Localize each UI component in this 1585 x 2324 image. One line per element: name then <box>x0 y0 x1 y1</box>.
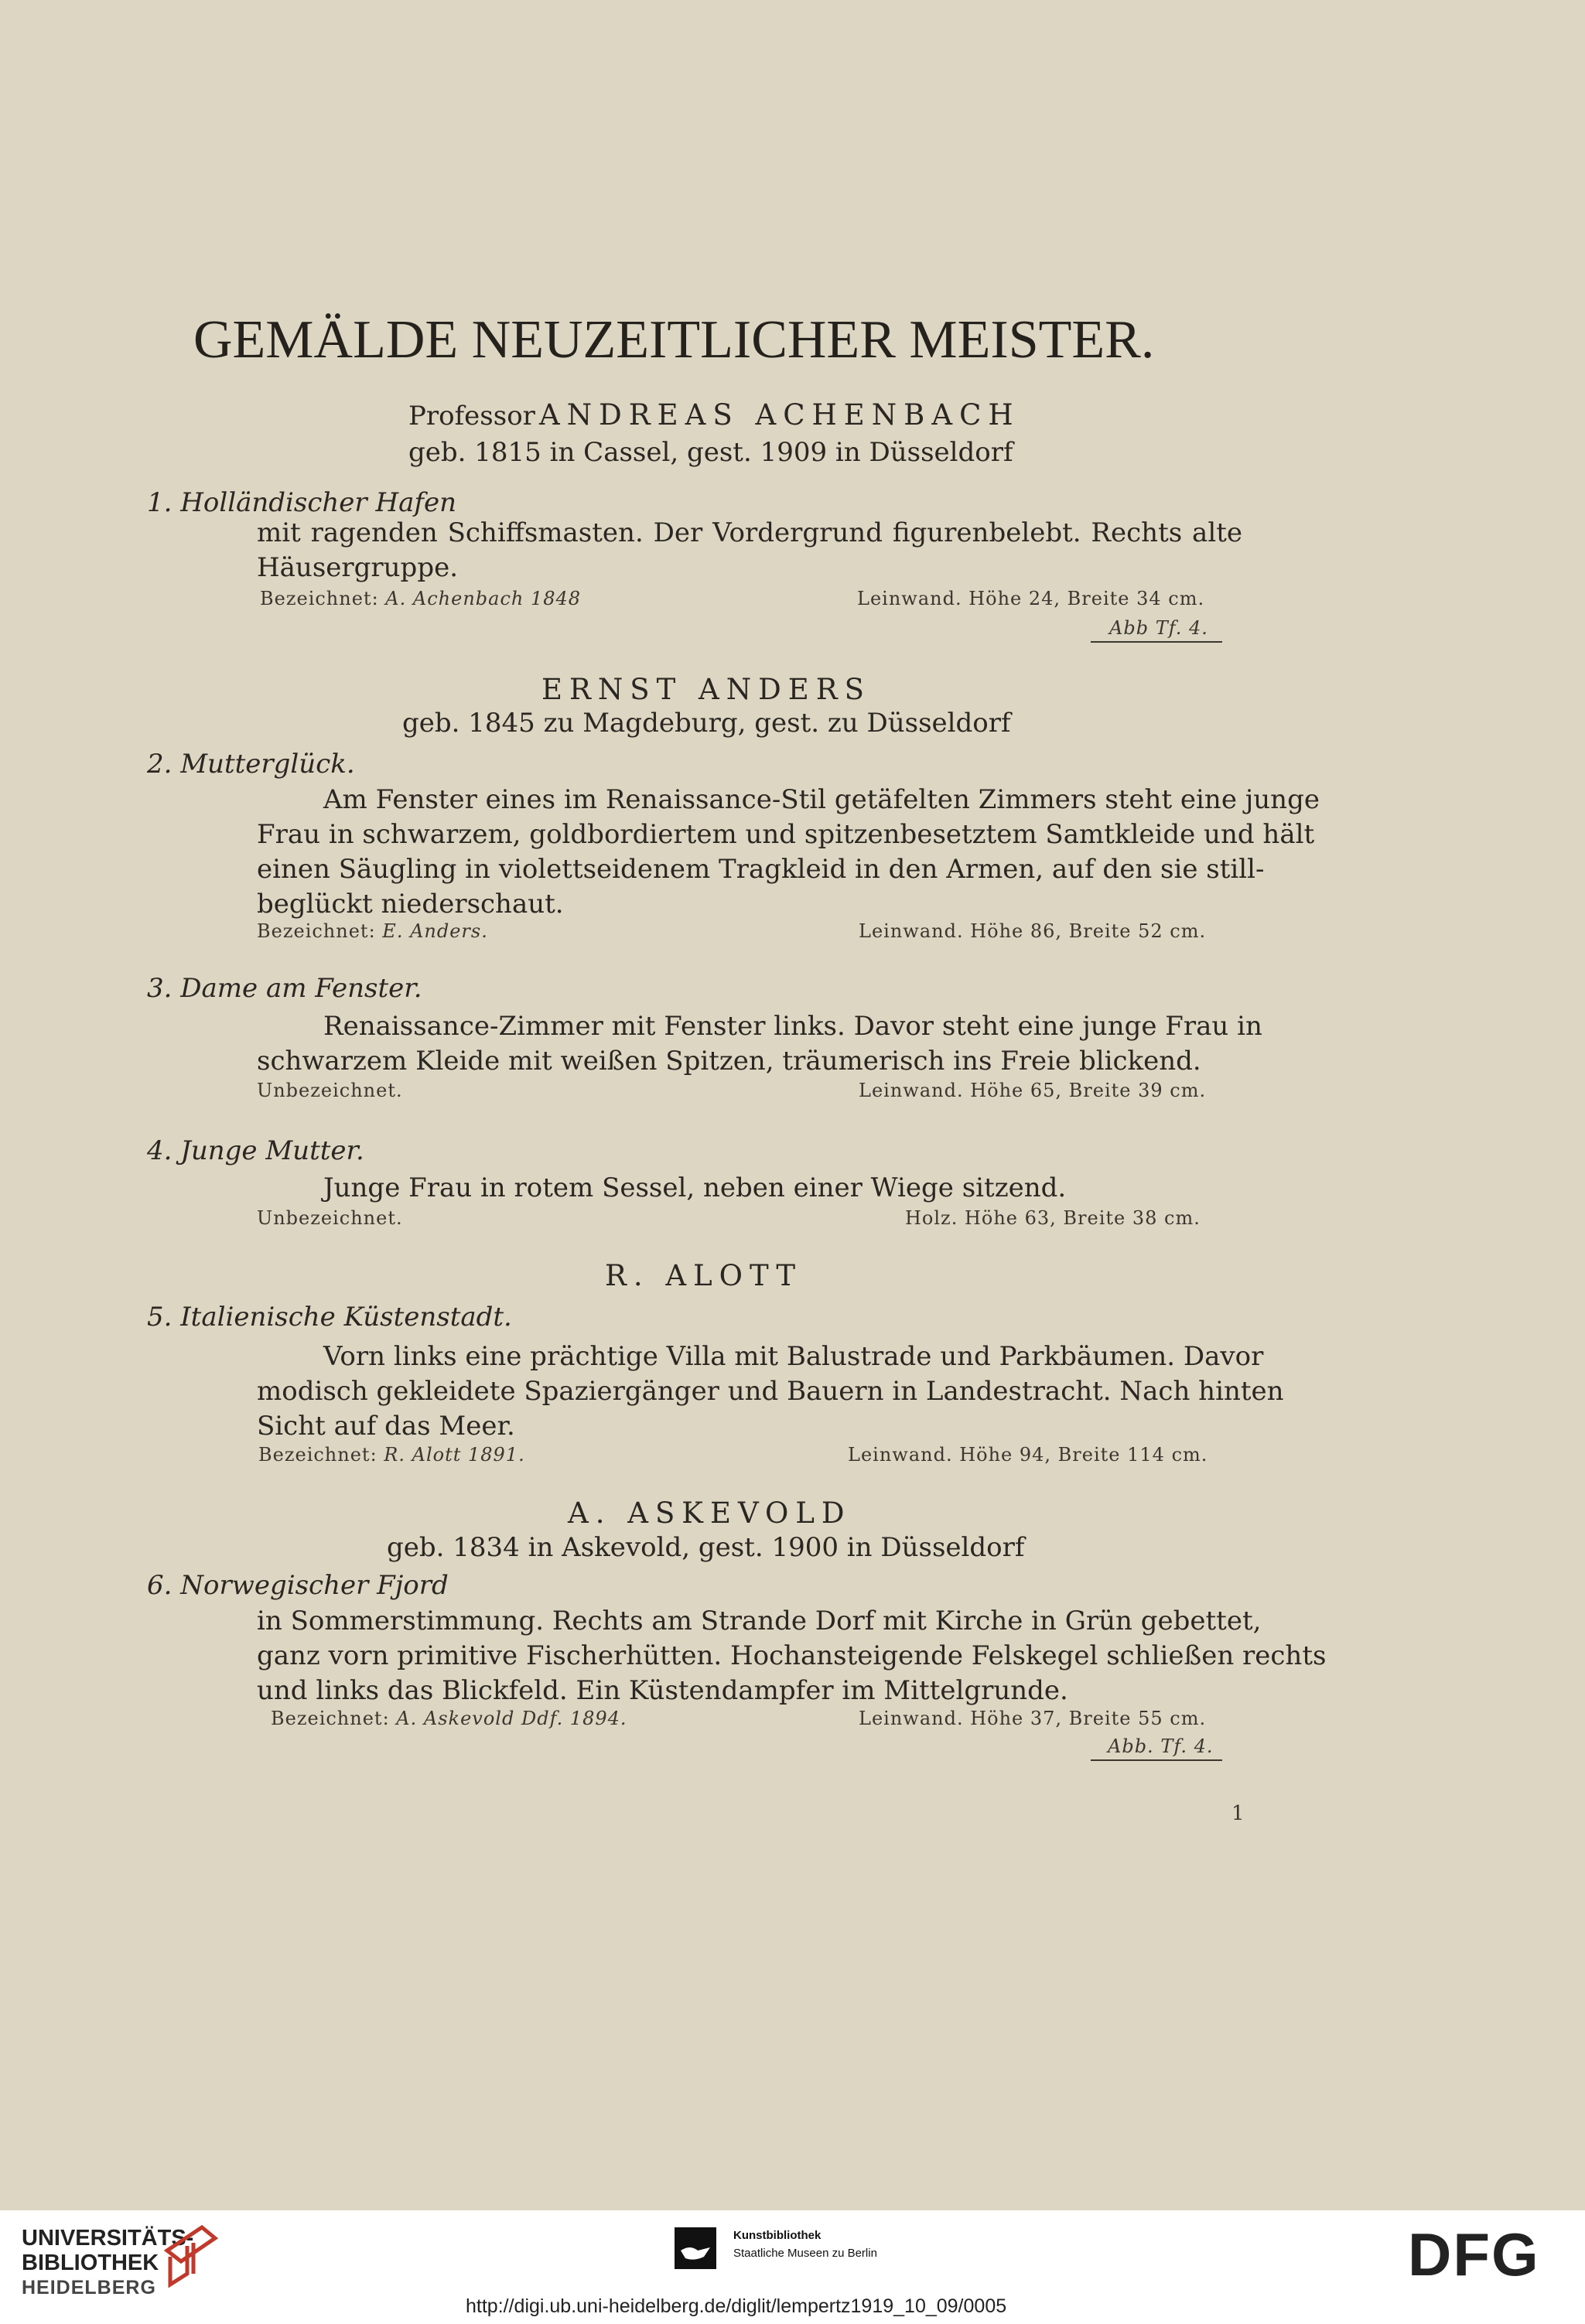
signed-label: Bezeichnet: <box>257 920 376 942</box>
entry-support: Leinwand. Höhe 24, Breite 34 cm. <box>857 588 1205 609</box>
signature-text: E. Anders. <box>382 920 488 942</box>
description-line: und links das Blickfeld. Ein Küstendampfer im Mittelgrunde. <box>257 1675 1068 1706</box>
entry-description <box>257 516 1242 585</box>
entry-title: 2. Mutterglück. <box>147 749 355 780</box>
signature-text: A. Askevold Ddf. 1894. <box>396 1708 627 1729</box>
description-line: schwarzem Kleide mit weißen Spitzen, träumerisch ins Freie blickend. <box>257 1046 1201 1077</box>
library-name-line: UNIVERSITÄTS- <box>22 2226 194 2251</box>
entry-signature <box>257 1080 403 1101</box>
description-line: einen Säugling in violettseidenem Tragkleid in den Armen, auf den sie still- <box>257 854 1265 885</box>
kunstbibliothek-logo-icon[interactable] <box>675 2227 716 2269</box>
description-line: in Sommerstimmung. Rechts am Strande Dorf mit Kirche in Grün gebettet, <box>257 1606 1262 1636</box>
artist-name: ANDREAS ACHENBACH <box>539 398 1020 432</box>
entry-support: Leinwand. Höhe 94, Breite 114 cm. <box>848 1444 1208 1466</box>
entry-description <box>323 1171 1242 1206</box>
entry-title: 6. Norwegischer Fjord <box>147 1570 449 1601</box>
plate-reference: Abb Tf. 4. <box>1109 617 1208 639</box>
description-line: Frau in schwarzem, goldbordiertem und spitzenbesetztem Samtkleide und hält <box>257 819 1315 850</box>
entry-support: Leinwand. Höhe 37, Breite 55 cm. <box>859 1708 1207 1729</box>
library-name-line: HEIDELBERG <box>22 2277 156 2298</box>
entry-description <box>257 1009 1262 1079</box>
entry-description <box>257 783 1320 922</box>
page-heading: GEMÄLDE NEUZEITLICHER MEISTER. <box>193 310 1155 370</box>
signed-label: Bezeichnet: <box>271 1708 390 1729</box>
entry-signature <box>257 1207 403 1229</box>
dfg-logo[interactable]: DFG <box>1408 2220 1540 2288</box>
entry-title: 5. Italienische Küstenstadt. <box>147 1302 512 1333</box>
signed-label: Unbezeichnet. <box>257 1080 403 1101</box>
artist-bio: geb. 1845 zu Magdeburg, gest. zu Düsseldorf <box>402 708 1011 739</box>
entry-support: Leinwand. Höhe 65, Breite 39 cm. <box>859 1080 1207 1101</box>
artist-line <box>408 398 1020 432</box>
artist-bio: geb. 1815 in Cassel, gest. 1909 in Düsseldorf <box>408 437 1013 468</box>
plate-underline <box>1091 641 1222 643</box>
signature-text: R. Alott 1891. <box>384 1444 525 1466</box>
kb-title: Kunstbibliothek <box>733 2229 822 2242</box>
artist-name: ERNST ANDERS <box>541 673 872 706</box>
artist-name: A. ASKEVOLD <box>568 1496 852 1530</box>
viewer-footer <box>0 2210 1585 2324</box>
entry-description <box>257 1339 1284 1444</box>
entry-title: 3. Dame am Fenster. <box>147 973 422 1004</box>
description-line: Sicht auf das Meer. <box>257 1411 515 1442</box>
signed-label: Bezeichnet: <box>258 1444 377 1466</box>
entry-support: Holz. Höhe 63, Breite 38 cm. <box>905 1207 1201 1229</box>
entry-title: 4. Junge Mutter. <box>147 1135 364 1166</box>
kb-subtitle: Staatliche Museen zu Berlin <box>733 2247 877 2260</box>
library-name-line: BIBLIOTHEK <box>22 2251 159 2275</box>
description-line: Häusergruppe. <box>257 552 459 583</box>
artist-name: R. ALOTT <box>605 1259 803 1292</box>
signed-label: Bezeichnet: <box>260 588 379 609</box>
description-line: ganz vorn primitive Fischerhütten. Hochansteigende Felskegel schließen rechts <box>257 1640 1327 1671</box>
library-logo-icon[interactable] <box>159 2220 221 2289</box>
description-line: Am Fenster eines im Renaissance-Stil getäfelten Zimmers steht eine junge <box>323 784 1320 815</box>
description-line: Vorn links eine prächtige Villa mit Balustrade und Parkbäumen. Davor <box>323 1341 1264 1372</box>
page-url[interactable]: http://digi.ub.uni-heidelberg.de/diglit/lempertz1919_10_09/0005 <box>466 2295 1007 2317</box>
artist-bio: geb. 1834 in Askevold, gest. 1900 in Düsseldorf <box>387 1532 1025 1563</box>
description-line: Junge Frau in rotem Sessel, neben einer Wiege sitzend. <box>323 1172 1067 1203</box>
entry-signature <box>271 1708 627 1729</box>
entry-support: Leinwand. Höhe 86, Breite 52 cm. <box>859 920 1207 942</box>
signature-text: A. Achenbach 1848 <box>385 588 582 609</box>
plate-reference: Abb. Tf. 4. <box>1108 1735 1214 1757</box>
description-line: beglückt niederschaut. <box>257 889 564 920</box>
entry-description <box>257 1604 1327 1708</box>
entry-signature <box>260 588 581 609</box>
entry-title: 1. Holländischer Hafen <box>147 487 457 518</box>
description-line: modisch gekleidete Spaziergänger und Bauern in Landestracht. Nach hinten <box>257 1376 1284 1407</box>
entry-signature <box>258 1444 525 1466</box>
description-line: mit ragenden Schiffsmasten. Der Vordergrund figurenbelebt. Rechts alte <box>257 517 1242 548</box>
page-number: 1 <box>1231 1802 1245 1825</box>
description-line: Renaissance-Zimmer mit Fenster links. Davor steht eine junge Frau in <box>323 1011 1262 1042</box>
entry-signature <box>257 920 488 942</box>
plate-underline <box>1091 1759 1222 1761</box>
artist-prefix: Professor <box>408 401 535 432</box>
signed-label: Unbezeichnet. <box>257 1207 403 1229</box>
kunstbibliothek-label <box>733 2229 877 2260</box>
